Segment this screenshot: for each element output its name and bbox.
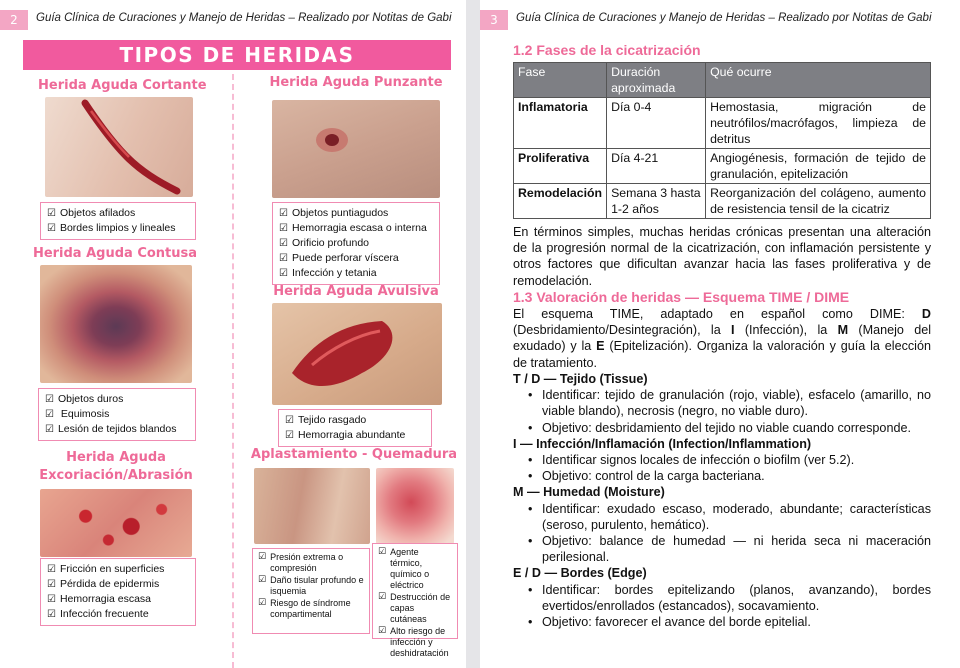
photo-avulsiva — [272, 303, 442, 405]
photo-cortante — [45, 97, 193, 197]
checklist-item: ☑ Puede perforar víscera — [279, 252, 399, 264]
column-divider — [232, 74, 234, 668]
checklist-item: ☑ Destrucción de capas cutáneas — [378, 592, 451, 624]
checkbox-icon: ☑ — [279, 208, 288, 219]
checklist-item: ☑ Orificio profundo — [279, 237, 370, 249]
checklist-item: ☑ Alto riesgo de infección y deshidratación — [378, 626, 449, 658]
checkbox-icon: ☑ — [378, 592, 387, 602]
table-cell: Día 4-21 — [607, 149, 706, 184]
checkbox-icon: ☑ — [258, 552, 267, 562]
checklist-avulsiva — [278, 409, 432, 447]
checklist-item: ☑ Fricción en superficies — [47, 563, 165, 575]
table-cell: Hemostasia, migración de neutrófilos/macrófagos, limpieza de detritus — [706, 98, 931, 149]
page-header — [0, 10, 466, 30]
checkbox-icon: ☑ — [258, 575, 267, 585]
banner-title: TIPOS DE HERIDAS — [119, 43, 355, 67]
list-item: • Objetivo: control de la carga bacteriana. — [513, 468, 931, 484]
table-cell: Semana 3 hasta 1-2 años — [607, 184, 706, 219]
bullet-list — [513, 582, 931, 631]
block-heading-bordes: E / D — Bordes (Edge) — [513, 566, 647, 581]
checkbox-icon: ☑ — [47, 223, 56, 234]
checkbox-icon: ☑ — [45, 409, 54, 420]
checklist-item: ☑ Pérdida de epidermis — [47, 578, 160, 590]
list-item: • Identificar: tejido de granulación (rojo, viable), esfacelo (amarillo, no viable blando), necrosis (negro, no viable duro). — [513, 387, 931, 419]
time-blocks — [513, 371, 931, 630]
block-heading-humedad: M — Humedad (Moisture) — [513, 485, 665, 500]
checkbox-icon: ☑ — [279, 238, 288, 249]
header-title: Guía Clínica de Curaciones y Manejo de Heridas – Realizado por Notitas de Gabi — [36, 12, 452, 24]
page-gutter — [466, 0, 480, 668]
wound-title-punzante: Herida Aguda Punzante — [269, 75, 443, 90]
table-cell: Remodelación — [514, 184, 607, 219]
checklist-item: ☑ Tejido rasgado — [285, 414, 367, 426]
list-item: • Objetivo: balance de humedad — ni herida seca ni maceración perilesional. — [513, 533, 931, 565]
section-title-1-3: 1.3 Valoración de heridas — Esquema TIME / DIME — [513, 289, 850, 305]
page-number: 3 — [480, 10, 508, 30]
checklist-item: ☑ Infección y tetania — [279, 267, 377, 279]
table-cell: Proliferativa — [514, 149, 607, 184]
list-item: • Objetivo: desbridamiento del tejido no viable cuando corresponde. — [513, 420, 931, 436]
checklist-cortante — [40, 202, 196, 240]
right-page — [480, 0, 960, 668]
wound-title-aplastamiento: Aplastamiento - Quemadura — [250, 447, 458, 462]
table-row — [514, 184, 931, 219]
checkbox-icon: ☑ — [378, 626, 387, 636]
wound-title-excoriacion-line1: Herida Aguda — [66, 450, 166, 465]
checklist-item: ☑ Daño tisular profundo e isquemia — [258, 575, 364, 596]
page-number: 2 — [0, 10, 28, 30]
checkbox-icon: ☑ — [378, 547, 387, 557]
table-row — [514, 149, 931, 184]
checklist-item: ☑ Equimosis — [45, 408, 110, 420]
list-item: • Identificar signos locales de infección o biofilm (ver 5.2). — [513, 452, 931, 468]
list-item: • Objetivo: favorecer el avance del borde epitelial. — [513, 614, 931, 630]
photo-punzante — [272, 100, 440, 198]
bullet-list — [513, 387, 931, 436]
checkbox-icon: ☑ — [285, 415, 294, 426]
checklist-item: ☑ Objetos afilados — [47, 207, 136, 219]
section-banner — [23, 40, 451, 70]
checkbox-icon: ☑ — [279, 253, 288, 264]
table-header-row — [514, 63, 931, 98]
paragraph-time-intro: El esquema TIME, adaptado en español como DIME: D (Desbridamiento/Desintegración), la I (Infección), la M (Manejo del exudado) y la E (Epitelización). Organiza la valoración y guía la elección de tratamiento. — [513, 307, 932, 370]
checklist-item: ☑ Objetos puntiagudos — [279, 207, 389, 219]
checklist-punzante — [272, 202, 440, 285]
checklist-item: ☑ Hemorragia escasa o interna — [279, 222, 427, 234]
wound-title-avulsiva: Herida Aguda Avulsiva — [273, 284, 439, 299]
table-header-fase: Fase — [514, 63, 607, 98]
checklist-contusa — [38, 388, 196, 441]
wound-title-excoriacion-line2: Excoriación/Abrasión — [39, 468, 193, 483]
checklist-item: ☑ Presión extrema o compresión — [258, 552, 344, 573]
table-cell: Reorganización del colágeno, aumento de resistencia tensil de la cicatriz — [706, 184, 931, 219]
checkbox-icon: ☑ — [47, 594, 56, 605]
photo-quemadura — [376, 468, 454, 544]
table-header-que-ocurre: Qué ocurre — [706, 63, 931, 98]
checkbox-icon: ☑ — [45, 394, 54, 405]
checkbox-icon: ☑ — [279, 268, 288, 279]
page-header — [480, 10, 960, 30]
checkbox-icon: ☑ — [279, 223, 288, 234]
photo-excoriacion — [40, 489, 192, 557]
list-item: • Identificar: exudado escaso, moderado, abundante; características (seroso, purulento, hemático). — [513, 501, 931, 533]
table-cell: Día 0-4 — [607, 98, 706, 149]
header-title: Guía Clínica de Curaciones y Manejo de Heridas – Realizado por Notitas de Gabi — [516, 12, 932, 24]
section-title-1-2: 1.2 Fases de la cicatrización — [513, 42, 701, 58]
wound-title-cortante: Herida Aguda Cortante — [38, 78, 207, 93]
checkbox-icon: ☑ — [45, 424, 54, 435]
checklist-item: ☑ Agente térmico, químico o eléctrico — [378, 547, 430, 590]
table-header-duracion: Duración aproximada — [607, 63, 706, 98]
list-item: • Identificar: bordes epitelizando (planos, avanzando), bordes evertidos/enrollados (estancados), socavamiento. — [513, 582, 931, 614]
checkbox-icon: ☑ — [258, 598, 267, 608]
checklist-aplastamiento — [252, 548, 370, 634]
block-heading-infeccion: I — Infección/Inflamación (Infection/Inflammation) — [513, 436, 812, 451]
photo-aplastamiento — [254, 468, 370, 544]
table-cell: Inflamatoria — [514, 98, 607, 149]
phases-table — [513, 62, 931, 219]
checkbox-icon: ☑ — [285, 430, 294, 441]
checklist-item: ☑ Lesión de tejidos blandos — [45, 423, 177, 435]
checkbox-icon: ☑ — [47, 564, 56, 575]
checklist-item: ☑ Hemorragia abundante — [285, 429, 406, 441]
bullet-list — [513, 452, 931, 484]
table-cell: Angiogénesis, formación de tejido de granulación, epitelización — [706, 149, 931, 184]
block-heading-tejido: T / D — Tejido (Tissue) — [513, 372, 648, 386]
checkbox-icon: ☑ — [47, 208, 56, 219]
wound-title-contusa: Herida Aguda Contusa — [32, 246, 198, 261]
table-row — [514, 98, 931, 149]
checkbox-icon: ☑ — [47, 609, 56, 620]
bullet-list — [513, 501, 931, 566]
checklist-excoriacion — [40, 558, 196, 626]
paragraph-chronic-wounds: En términos simples, muchas heridas crónicas presentan una alteración de la progresión normal de la cicatrización, con inflamación persistente y otros factores que dificultan avanzar hacia las fases proliferativa y de remodelación. — [513, 225, 931, 288]
checklist-item: ☑ Bordes limpios y lineales — [47, 222, 176, 234]
checklist-item: ☑ Objetos duros — [45, 393, 124, 405]
photo-contusa — [40, 265, 192, 383]
checklist-item: ☑ Hemorragia escasa — [47, 593, 152, 605]
checkbox-icon: ☑ — [47, 579, 56, 590]
checklist-item: ☑ Infección frecuente — [47, 608, 149, 620]
checklist-item: ☑ Riesgo de síndrome compartimental — [258, 598, 351, 619]
left-page — [0, 0, 466, 668]
checklist-quemadura — [372, 543, 458, 658]
